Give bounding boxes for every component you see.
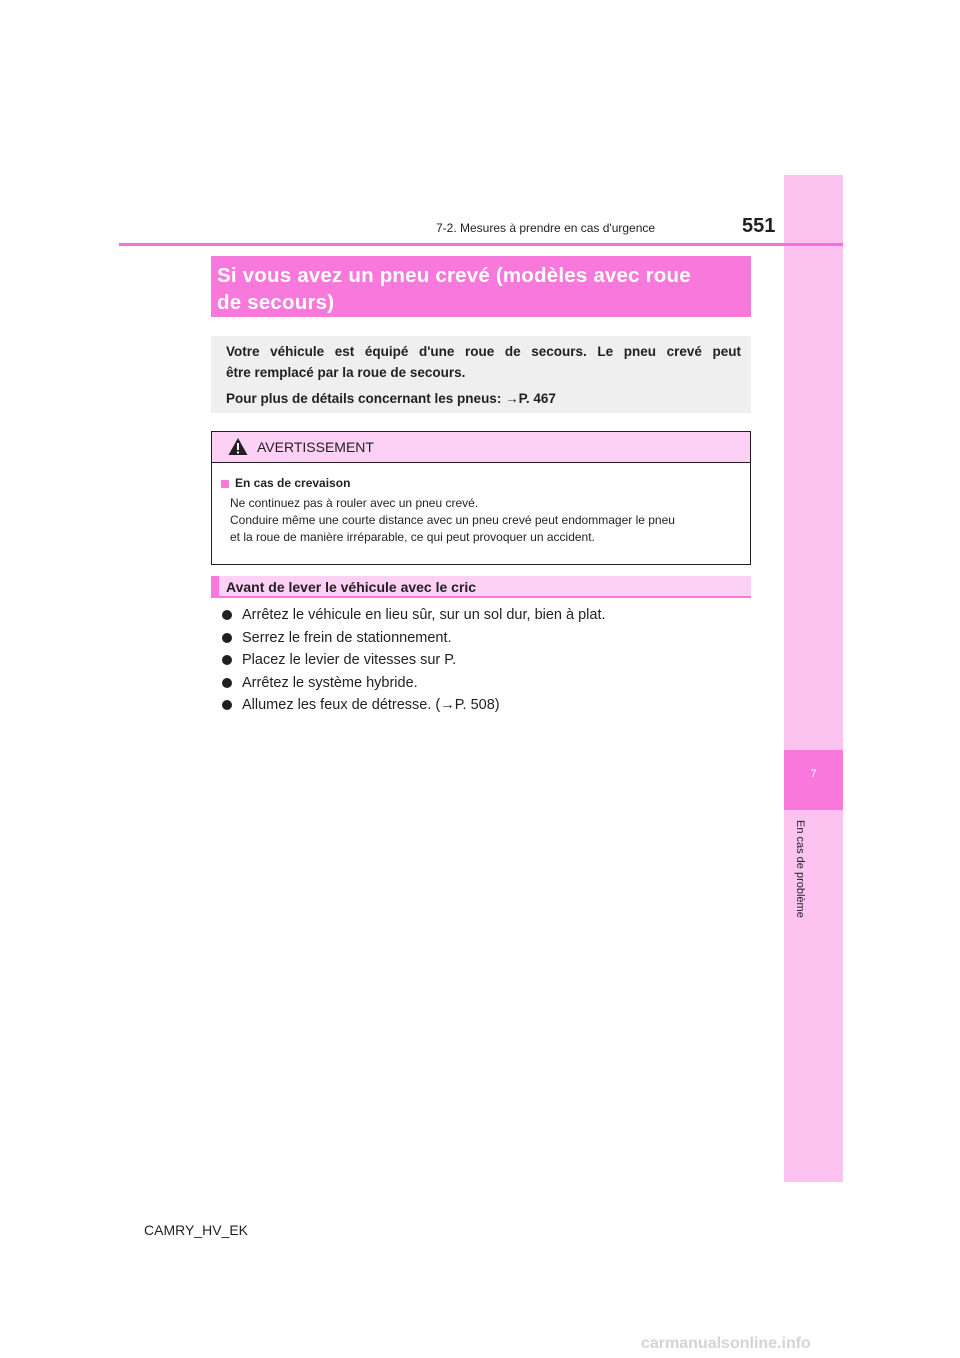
- list-item-text: Serrez le frein de stationnement.: [242, 629, 452, 646]
- intro-reference-line: Pour plus de détails concernant les pneus: →P. 467: [226, 391, 556, 406]
- list-item-text: Allumez les feux de détresse. (→P. 508): [242, 697, 500, 713]
- section-accent: [211, 576, 219, 598]
- chapter-title: En cas de problème: [794, 820, 806, 918]
- intro-line-1: Votre véhicule est équipé d'une roue de secours. Le pneu crevé peut: [226, 344, 741, 359]
- warning-subhead: [221, 475, 742, 492]
- bullet-dot-icon: [222, 610, 232, 620]
- list-item: [222, 627, 751, 650]
- warning-line-3: et la roue de manière irréparable, ce qui peut provoquer un accident.: [230, 530, 595, 544]
- bullet-dot-icon: [222, 633, 232, 643]
- list-item-text: Arrêtez le véhicule en lieu sûr, sur un sol dur, bien à plat.: [242, 607, 606, 623]
- warning-title: AVERTISSEMENT: [257, 439, 374, 455]
- intro-line-2: être remplacé par la roue de secours.: [226, 365, 466, 380]
- procedure-list: [222, 604, 751, 717]
- warning-line-1: Ne continuez pas à rouler avec un pneu crevé.: [230, 496, 479, 510]
- list-item: [222, 649, 751, 672]
- footer-model-code: CAMRY_HV_EK: [144, 1222, 249, 1238]
- warning-body: [212, 463, 750, 546]
- header-rule: [119, 243, 843, 246]
- chapter-side-tab: [784, 175, 843, 1182]
- bullet-dot-icon: [222, 700, 232, 710]
- page-title-band: [211, 256, 751, 317]
- warning-line-2: Conduire même une courte distance avec un pneu crevé peut endommager le pneu: [230, 513, 675, 527]
- intro-box: [211, 336, 751, 413]
- warning-triangle-icon: [228, 437, 248, 456]
- warning-text: [221, 495, 742, 546]
- section-title: Avant de lever le véhicule avec le cric: [226, 579, 477, 595]
- chapter-tab-active[interactable]: [784, 750, 843, 810]
- header-section-title: 7-2. Mesures à prendre en cas d'urgence: [436, 221, 656, 235]
- list-item-text: Arrêtez le système hybride.: [242, 674, 418, 691]
- section-heading-bar: [211, 576, 751, 598]
- list-item: [222, 694, 751, 717]
- bullet-dot-icon: [222, 678, 232, 688]
- warning-header: [212, 432, 750, 463]
- square-marker-icon: [221, 480, 229, 488]
- page-title-line-1: Si vous avez un pneu crevé (modèles avec roue: [217, 264, 691, 287]
- warning-box: [211, 431, 751, 565]
- list-item: [222, 604, 751, 627]
- bullet-dot-icon: [222, 655, 232, 665]
- page-number: 551: [742, 215, 776, 237]
- watermark: carmanualsonline.info: [641, 1335, 811, 1352]
- warning-subhead-text: En cas de crevaison: [235, 476, 351, 490]
- page-title-line-2: de secours): [217, 291, 335, 314]
- list-item-text: Placez le levier de vitesses sur P.: [242, 652, 457, 668]
- chapter-number: 7: [810, 768, 817, 780]
- list-item: [222, 672, 751, 695]
